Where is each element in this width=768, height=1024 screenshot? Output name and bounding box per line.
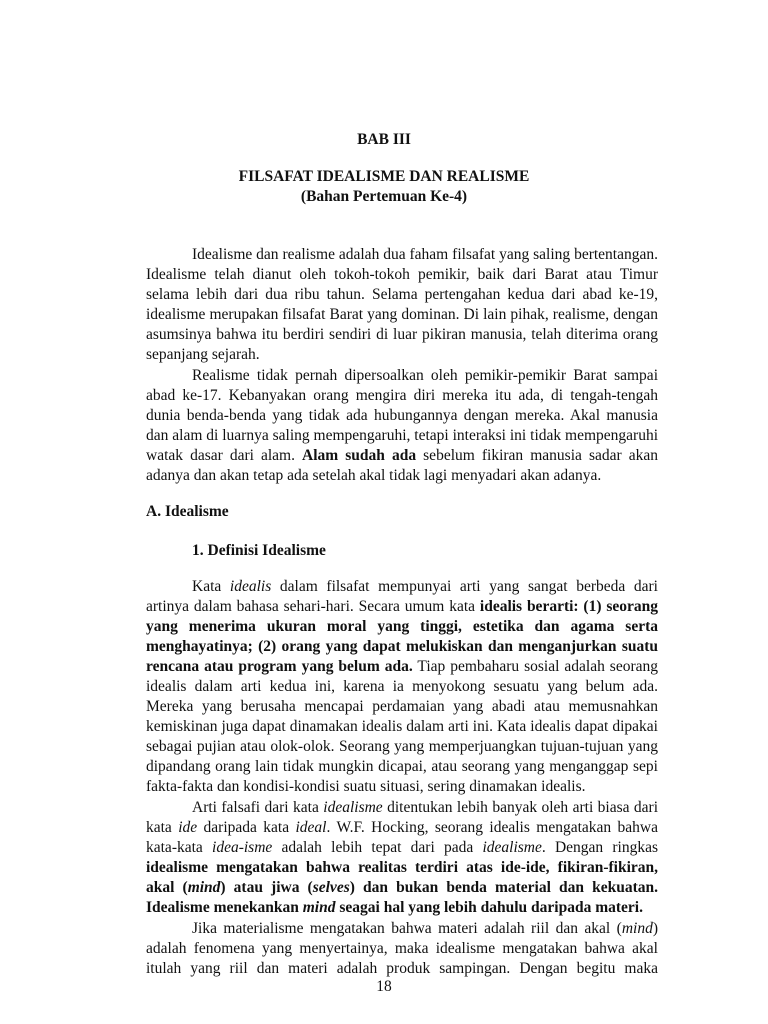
chapter-subtitle: (Bahan Pertemuan Ke-4) <box>300 188 468 205</box>
page-number: 18 <box>376 978 392 995</box>
text-line: abad ke-17. Kebanyakan orang mengira diri mereka itu ada, di tengah-tengah <box>146 387 658 404</box>
text-line: idealisme mengatakan bahwa realitas terdiri atas ide-ide, fikiran-fikiran, <box>146 859 658 876</box>
bold-text: Alam sudah ada <box>302 447 417 464</box>
subsection-heading: 1. Definisi Idealisme <box>192 542 326 559</box>
text-line: Arti falsafi dari kata idealisme ditentukan lebih banyak oleh arti biasa dari <box>192 799 659 816</box>
text-line: itulah yang riil dan materi adalah produk sampingan. Dengan begitu maka <box>146 960 658 977</box>
text-line: Mereka yang berusaha mencapai perdamaian yang abadi atau memusnahkan <box>146 698 658 715</box>
text-line: Idealisme telah dianut oleh tokoh-tokoh pemikir, baik dari Barat atau Timur <box>146 266 658 283</box>
text-line: sebagai pujian atau olok-olok. Seorang yang memperjuangkan tujuan-tujuan yang <box>146 738 658 755</box>
section-heading: A. Idealisme <box>146 503 229 520</box>
text-line: Idealisme menekankan mind seagai hal yang lebih dahulu daripada materi. <box>146 899 643 916</box>
text-line: dipandang orang lain tidak mungkin dicapai, atau seorang yang menganggap sepi <box>146 758 658 775</box>
text-line: watak dasar dari alam. Alam sudah ada sebelum fikiran manusia sadar akan <box>146 447 658 464</box>
text-line: artinya dalam bahasa sehari-hari. Secara umum kata idealis berarti: (1) seorang <box>146 598 659 615</box>
text-line: kata-kata idea-isme adalah lebih tepat dari pada idealisme. Dengan ringkas <box>146 839 659 856</box>
text-line: asumsinya bahwa itu berdiri sendiri di luar pikiran manusia, telah diterima orang <box>146 326 658 343</box>
chapter-heading: BAB III <box>357 131 411 148</box>
bold-text: rencana atau program yang belum ada. <box>146 658 413 675</box>
text-line: Realisme tidak pernah dipersoalkan oleh pemikir-pemikir Barat sampai <box>192 367 658 384</box>
text-line: sepanjang sejarah. <box>146 346 260 363</box>
text-line: adanya dan akan tetap ada setelah akal tidak lagi menyadari akan adanya. <box>146 467 602 484</box>
text-line: kemiskinan juga dapat dinamakan idealis dalam arti ini. Kata idealis dapat dipakai <box>146 718 658 735</box>
bold-text: idealis berarti: (1) seorang <box>479 598 659 615</box>
text-line: fakta-fakta dan kondisi-kondisi suatu situasi, sering dinamakan idealis. <box>146 778 586 795</box>
text-line: adalah fenomena yang menyertainya, maka idealisme mengatakan bahwa akal <box>146 940 658 957</box>
text-line: kata ide daripada kata ideal. W.F. Hocking, seorang idealis mengatakan bahwa <box>146 819 658 836</box>
text-line: akal (mind) atau jiwa (selves) dan bukan benda material dan kekuatan. <box>146 879 658 896</box>
text-line: yang menerima ukuran moral yang tinggi, estetika dan agama serta <box>146 618 658 635</box>
text-line: selama lebih dari dua ribu tahun. Selama pertengahan kedua dari abad ke-19, <box>146 286 658 303</box>
chapter-title: FILSAFAT IDEALISME DAN REALISME <box>238 168 530 185</box>
text-line: menghayatinya; (2) orang yang dapat melukiskan dan menganjurkan suatu <box>146 638 658 655</box>
text-line: Kata idealis dalam filsafat mempunyai arti yang sangat berbeda dari <box>192 578 658 595</box>
text-line: dan alam di luarnya saling mempengaruhi, tetapi interaksi ini tidak mempengaruhi <box>146 427 658 444</box>
text-line: idealis dalam arti kedua ini, karena ia menyokong sesuatu yang belum ada. <box>146 678 658 695</box>
text-line: idealisme merupakan filsafat Barat yang dominan. Di lain pihak, realisme, dengan <box>146 306 658 323</box>
text-line: Jika materialisme mengatakan bahwa materi adalah riil dan akal (mind) <box>192 920 658 937</box>
text-line: Idealisme dan realisme adalah dua faham filsafat yang saling bertentangan. <box>192 246 658 263</box>
text-line: dunia benda-benda yang tidak ada hubungannya dengan mereka. Akal manusia <box>146 407 658 424</box>
text-line: rencana atau program yang belum ada. Tiap pembaharu sosial adalah seorang <box>146 658 659 675</box>
